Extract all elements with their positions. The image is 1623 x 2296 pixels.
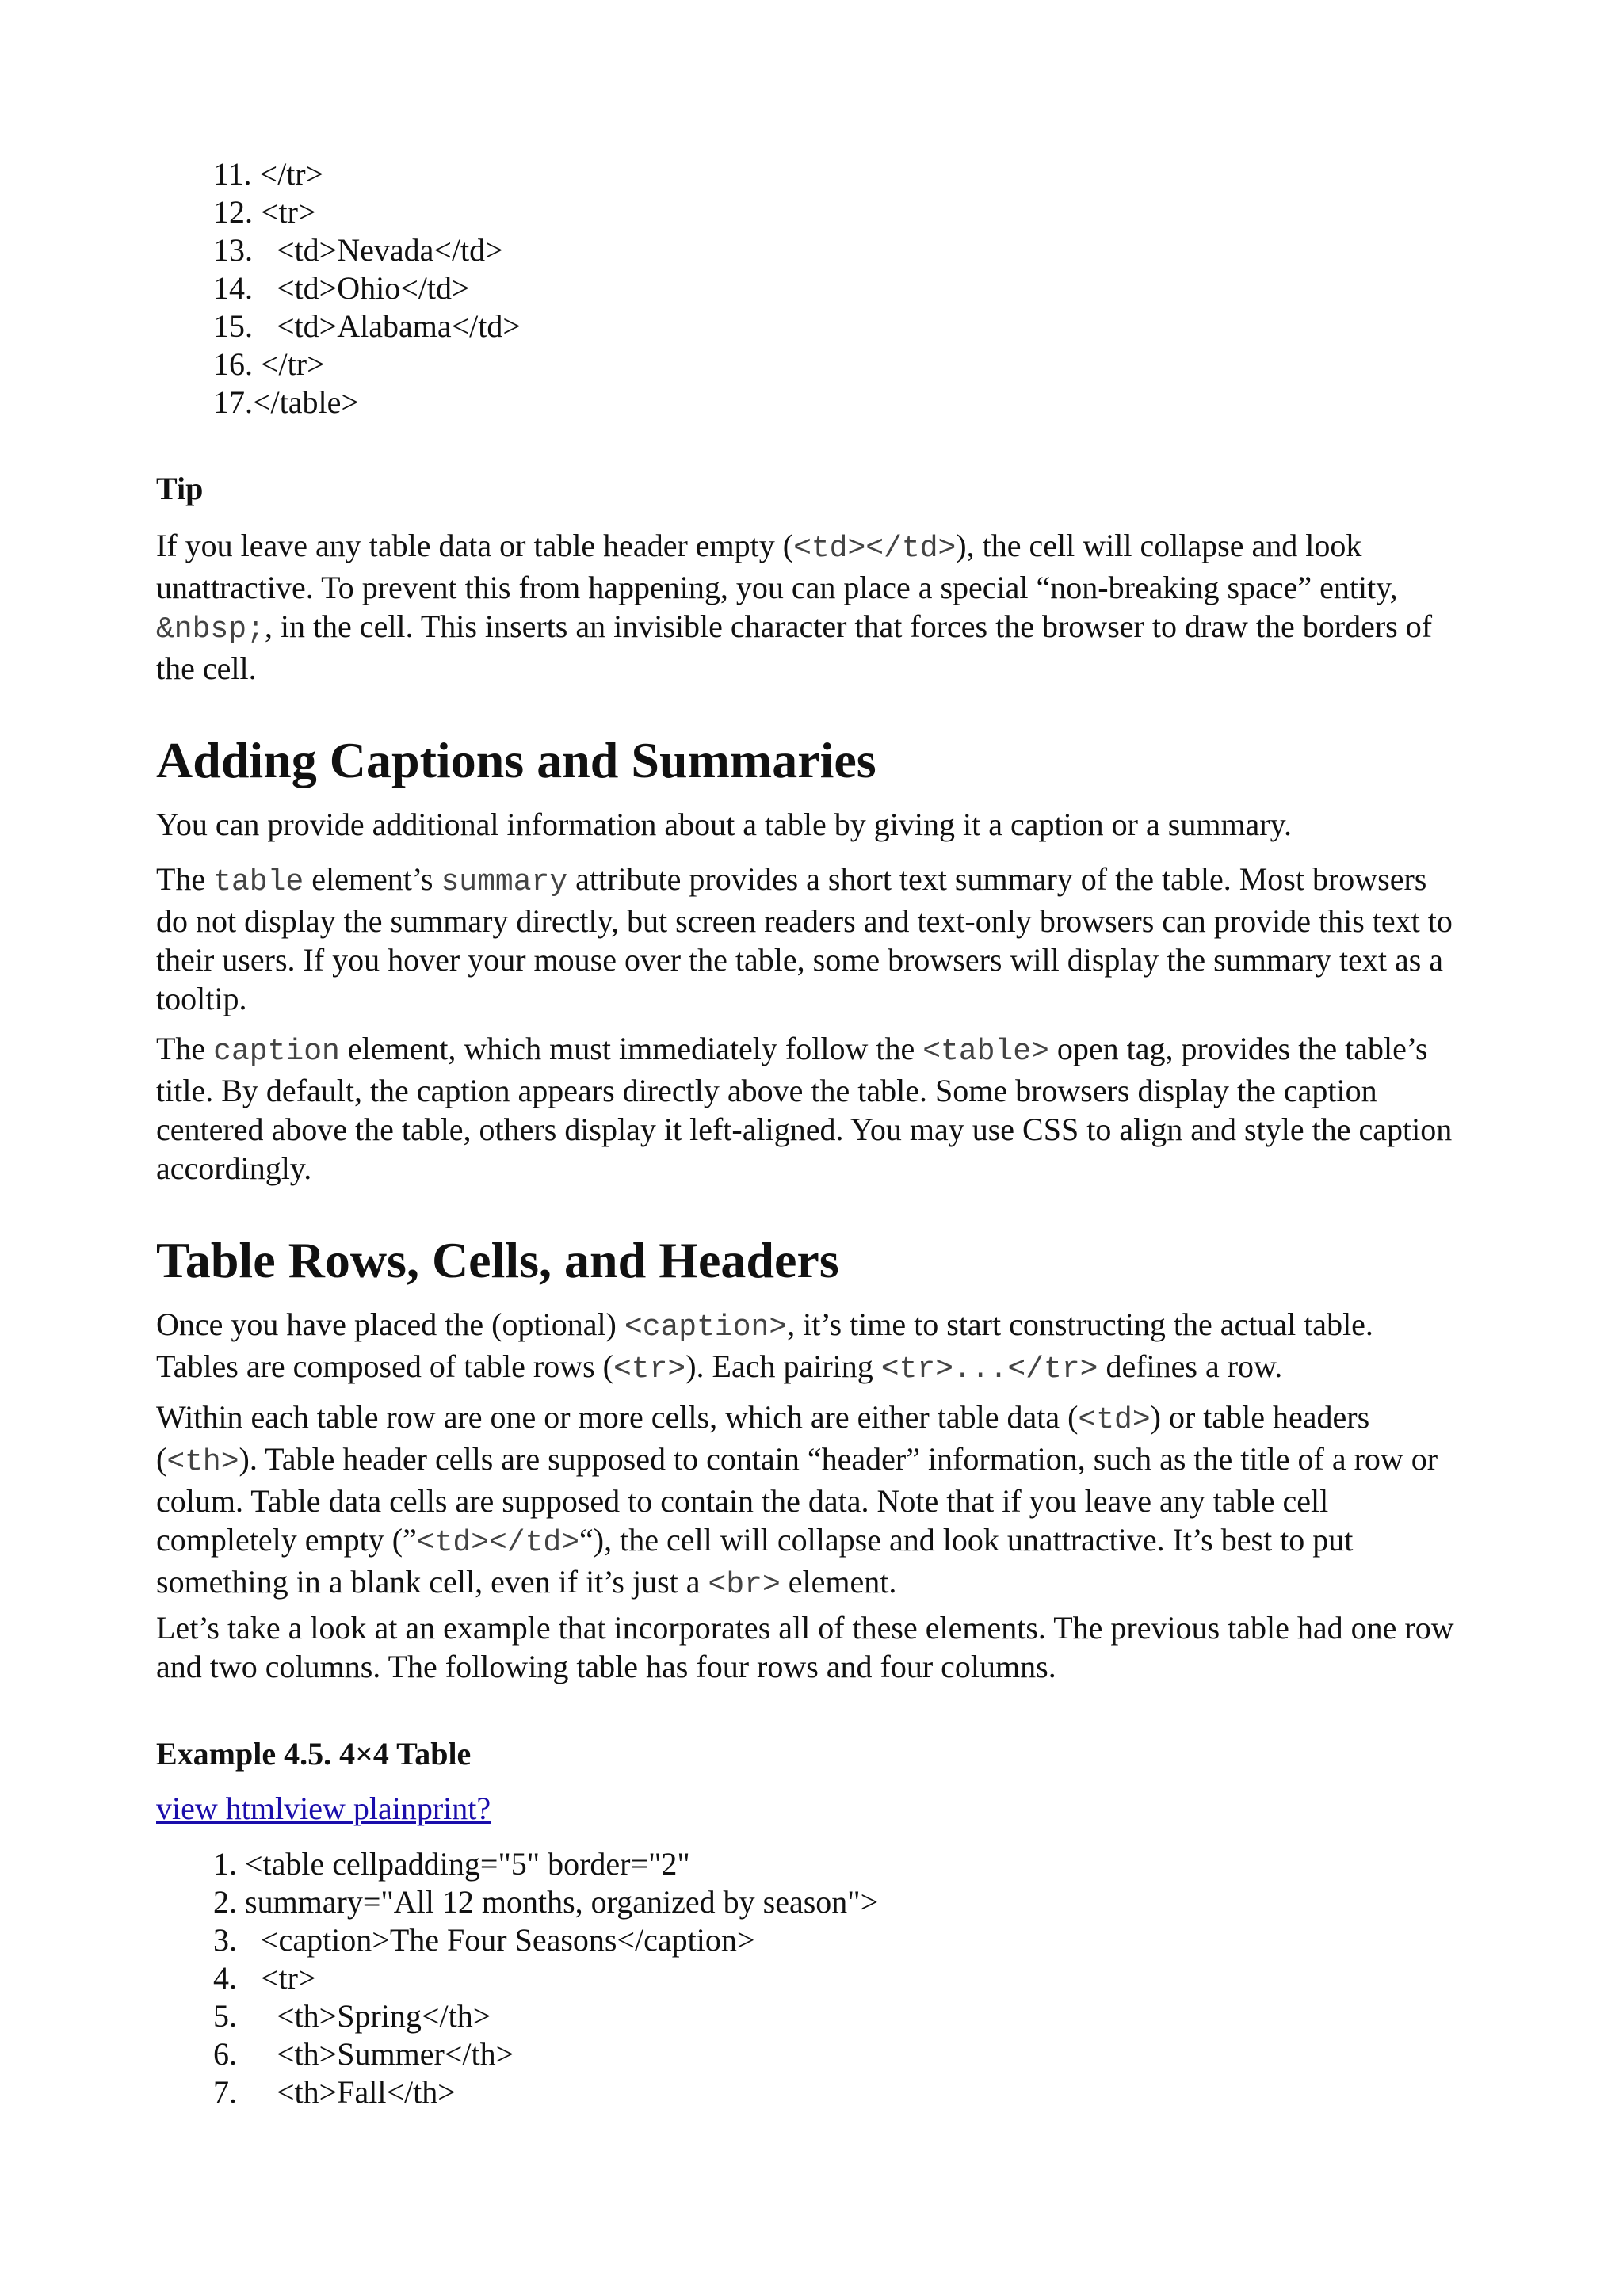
code-line (213, 307, 521, 345)
text: “), the cell will collapse and look unattractive. It’s best to put something in a blank cell, even if it’s just a (156, 1522, 1354, 1600)
code-line (213, 269, 521, 307)
paragraph: Let’s take a look at an example that incorporates all of these elements. The previous table had one row and two columns. The following table has four rows and four columns. (156, 1610, 1454, 1684)
line-number: 1. (213, 1846, 237, 1882)
text: defines a row. (1098, 1348, 1283, 1384)
code-line (213, 155, 521, 193)
code-text: <td>Ohio</td> (253, 270, 470, 306)
code-line (213, 1921, 878, 1959)
text: The (156, 1031, 214, 1066)
text: ). Each pairing (685, 1348, 881, 1384)
code-line (213, 1959, 878, 1997)
code-line (213, 193, 521, 231)
inline-code: <td></td> (793, 532, 957, 566)
paragraph (156, 1398, 1456, 1604)
code-text: <th>Fall</th> (237, 2074, 456, 2110)
inline-code: <td></td> (416, 1526, 580, 1560)
inline-code: <caption> (624, 1310, 788, 1344)
code-text: <table cellpadding="5" border="2" (237, 1846, 690, 1882)
text: attribute provides a short text summary of the table. Most browsers do not display the summary directly, but screen readers and text-only browsers can provide this text to their users. If you hover your mouse over the table, some browsers will display the summary text as a tooltip. (156, 861, 1453, 1016)
section-heading-captions: Adding Captions and Summaries (156, 732, 876, 788)
text: ). Table header cells are supposed to contain “header” information, such as the title of a row or colum. Table data cells are supposed to contain the data. Note that if you leave any table cell completely empty (” (156, 1441, 1438, 1558)
line-number: 13. (213, 232, 253, 268)
inline-code: <tr> (613, 1352, 686, 1386)
line-number: 7. (213, 2074, 237, 2110)
line-number: 12. (213, 194, 253, 230)
line-number: 6. (213, 2036, 237, 2072)
code-line (213, 345, 521, 383)
tip-paragraph (156, 526, 1456, 688)
code-text: <td>Nevada</td> (253, 232, 503, 268)
code-line (213, 383, 521, 421)
code-line (213, 2035, 878, 2073)
paragraph (156, 860, 1456, 1018)
line-number: 15. (213, 308, 253, 344)
code-line (213, 1997, 878, 2035)
text: open tag, provides the table’s title. By default, the caption appears directly above the table. Some browsers display the caption centered above the table, others display it left-aligned. You may use CSS to align and style the caption accordingly. (156, 1031, 1453, 1186)
code-text: </tr> (251, 156, 324, 192)
section-heading-rows: Table Rows, Cells, and Headers (156, 1232, 839, 1288)
code-text: <th>Summer</th> (237, 2036, 514, 2072)
inline-code: &nbsp; (156, 612, 265, 646)
line-number: 2. (213, 1884, 237, 1920)
code-text: <caption>The Four Seasons</caption> (237, 1922, 755, 1958)
inline-code: <br> (708, 1568, 781, 1602)
paragraph (156, 1305, 1456, 1389)
code-text: <th>Spring</th> (237, 1998, 491, 2034)
text: element. (780, 1564, 897, 1600)
example-title: Example 4.5. 4×4 Table (156, 1736, 472, 1772)
line-number: 14. (213, 270, 253, 306)
inline-code: <th> (166, 1445, 239, 1479)
text: element, which must immediately follow the (339, 1031, 923, 1066)
code-text: <tr> (237, 1960, 316, 1996)
line-number: 16. (213, 346, 253, 382)
text: , it’s time to start constructing the actual table. Tables are composed of table rows ( (156, 1306, 1373, 1384)
text: Once you have placed the (optional) (156, 1306, 624, 1342)
inline-code: summary (441, 865, 568, 899)
text: Within each table row are one or more cells, which are either table data ( (156, 1399, 1079, 1435)
line-number: 4. (213, 1960, 237, 1996)
inline-code: <table> (922, 1035, 1049, 1069)
code-line (213, 1883, 878, 1921)
inline-code: <tr>...</tr> (880, 1352, 1098, 1386)
code-listing-example (213, 1845, 878, 2111)
code-listing-top (213, 155, 521, 421)
code-text: <td>Alabama</td> (253, 308, 521, 344)
paragraph (156, 1029, 1456, 1188)
line-number: 3. (213, 1922, 237, 1958)
code-text: <tr> (253, 194, 316, 230)
code-text: </table> (253, 384, 359, 420)
line-number: 11. (213, 156, 252, 192)
code-line (213, 2073, 878, 2111)
text: ), the cell will collapse and look unattractive. To prevent this from happening, you can place a special “non-breaking space” entity, (156, 528, 1398, 605)
line-number: 5. (213, 1998, 237, 2034)
inline-code: caption (213, 1035, 340, 1069)
view-source-links[interactable]: view htmlview plainprint? (156, 1791, 491, 1826)
text: The (156, 861, 214, 897)
paragraph: You can provide additional information about a table by giving it a caption or a summary. (156, 807, 1293, 842)
code-line (213, 1845, 878, 1883)
code-text: summary="All 12 months, organized by season"> (237, 1884, 879, 1920)
line-number: 17. (213, 384, 253, 420)
text: , in the cell. This inserts an invisible character that forces the browser to draw the borders of the cell. (156, 608, 1433, 686)
text: ) or table headers ( (156, 1399, 1370, 1477)
text: element’s (304, 861, 441, 897)
code-line (213, 231, 521, 269)
inline-code: table (213, 865, 304, 899)
code-text: </tr> (253, 346, 325, 382)
inline-code: <td> (1078, 1403, 1151, 1437)
tip-heading: Tip (156, 471, 204, 506)
text: If you leave any table data or table header empty ( (156, 528, 794, 563)
